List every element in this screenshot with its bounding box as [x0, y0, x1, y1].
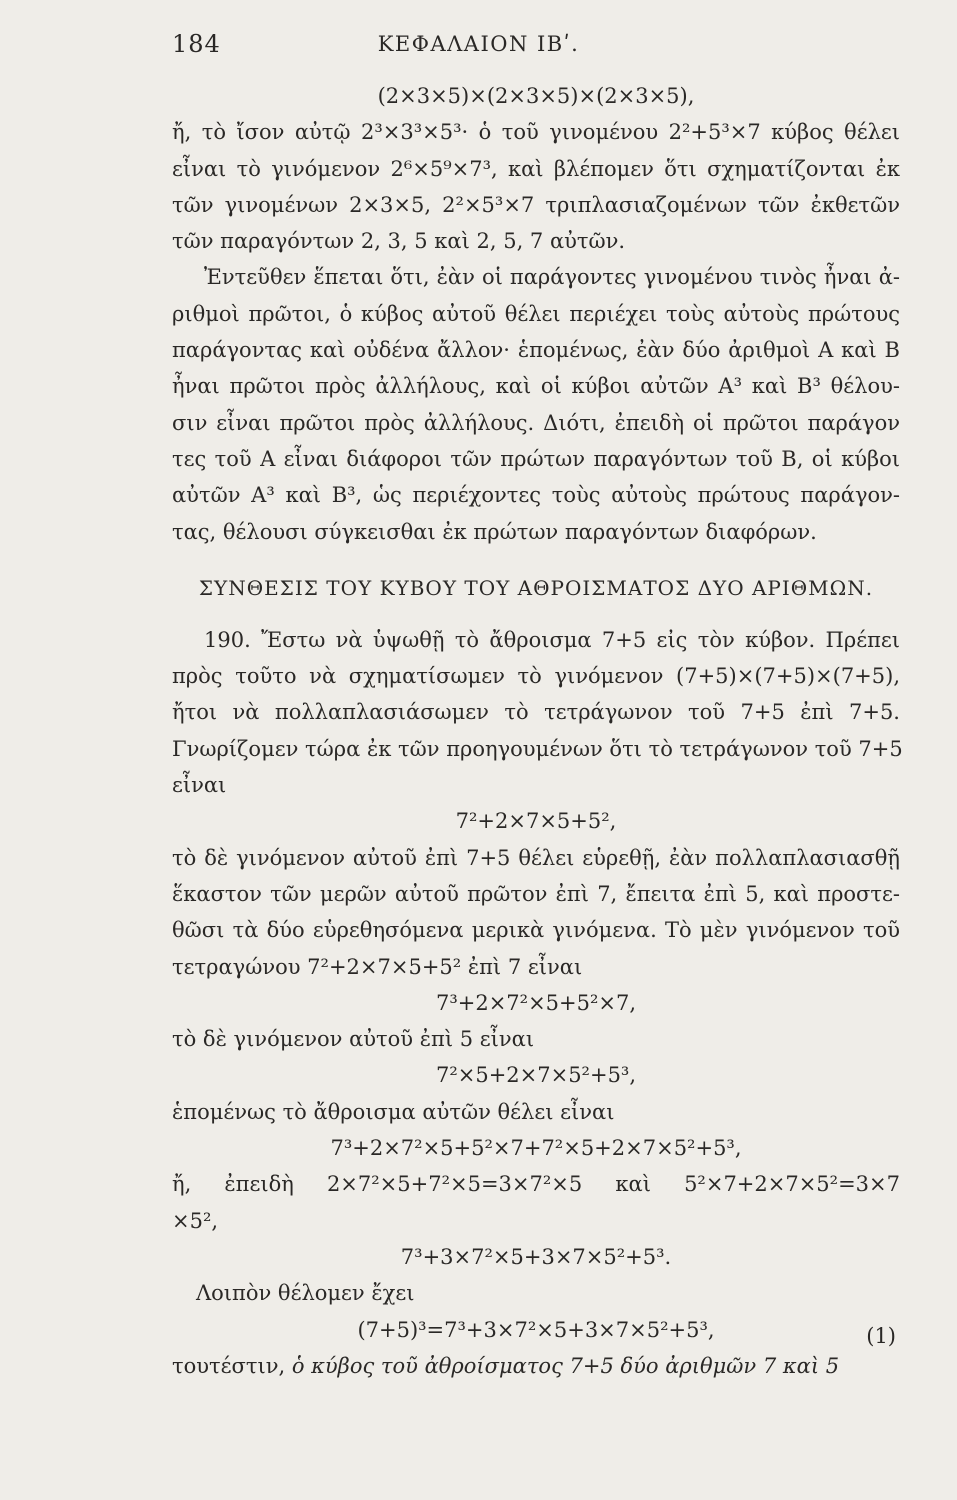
- body-text: [172, 78, 903, 1384]
- text-line: ἕκαστον τῶν μερῶν αὐτοῦ πρῶτον ἐπὶ 7, ἔπειτα ἐπὶ 5, καὶ προστε-: [172, 881, 900, 906]
- text-line: αὐτῶν Α³ καὶ Β³, ὡς περιέχοντες τοὺς αὐτοὺς πρώτους παράγον-: [172, 483, 900, 508]
- text-line: ριθμοὶ πρῶτοι, ὁ κύβος αὐτοῦ θέλει περιέχει τοὺς αὐτοὺς πρώτους: [172, 301, 900, 326]
- text-line: [172, 1348, 900, 1384]
- section-title: ΣΥΝΘΕΣΙΣ ΤΟΥ ΚΥΒΟΥ ΤΟΥ ΑΘΡΟΙΣΜΑΤΟΣ ΔΥΟ ΑΡΙΘΜΩΝ.: [198, 575, 874, 600]
- text-line: σιν εἶναι πρῶτοι πρὸς ἀλλήλους. Διότι, ἐπειδὴ οἱ πρῶτοι παράγον: [172, 410, 900, 435]
- spacer: [172, 550, 900, 568]
- equation: 7²×5+2×7×5²+5³,: [435, 1063, 637, 1088]
- page-header: [0, 30, 957, 66]
- text-line: ×5²,: [172, 1208, 219, 1233]
- text-line: τὸ δὲ γινόμενον αὐτοῦ ἐπὶ 7+5 θέλει εὑρεθῇ, ἐὰν πολλαπλασιασθῇ: [172, 845, 900, 870]
- spacer: [172, 608, 900, 622]
- equation: 7³+2×7²×5+5²×7,: [435, 990, 637, 1015]
- text-line: πρὸς τοῦτο νὰ σχηματίσωμεν τὸ γινόμενον (7+5)×(7+5)×(7+5),: [172, 664, 900, 689]
- equation: 7³+2×7²×5+5²×7+7²×5+2×7×5²+5³,: [330, 1136, 742, 1161]
- text-line: τας, θέλουσι σύγκεισθαι ἐκ πρώτων παραγόντων διαφόρων.: [172, 519, 817, 544]
- italic-text: ὁ κύβος τοῦ ἀθροίσματος 7+5 δύο ἀριθμῶν 7 καὶ 5: [291, 1353, 840, 1378]
- paragraph-start: 190. Ἔστω νὰ ὑψωθῇ τὸ ἄθροισμα 7+5 εἰς τὸν κύβον. Πρέπει: [204, 627, 900, 652]
- text-line: ἤ, ἐπειδὴ 2×7²×5+7²×5=3×7²×5 καὶ 5²×7+2×7×5²=3×7: [172, 1172, 900, 1197]
- running-head: ΚΕΦΑΛΑΙΟΝ ΙΒʹ.: [377, 32, 580, 56]
- text-line: παράγοντας καὶ οὐδένα ἄλλον· ἑπομένως, ἐὰν δύο ἀριθμοὶ Α καὶ Β: [172, 338, 900, 363]
- text-line: τετραγώνου 7²+2×7×5+5² ἐπὶ 7 εἶναι: [172, 954, 583, 979]
- text-line: εἶναι τὸ γινόμενον 2⁶×5⁹×7³, καὶ βλέπομεν ὅτι σχηματίζονται ἐκ: [172, 156, 900, 181]
- text-line: ἦναι πρῶτοι πρὸς ἀλλήλους, καὶ οἱ κύβοι αὐτῶν Α³ καὶ Β³ θέλου-: [172, 374, 900, 399]
- text-line: θῶσι τὰ δύο εὑρεθησόμενα μερικὰ γινόμενα. Τὸ μὲν γινόμενον τοῦ: [172, 918, 900, 943]
- text-line: ἤ, τὸ ἴσον αὐτῷ 2³×3³×5³· ὁ τοῦ γινομένου 2²+5³×7 κύβος θέλει: [172, 120, 900, 145]
- text-line: εἶναι: [172, 773, 227, 798]
- paragraph-start: Ἐντεῦθεν ἕπεται ὅτι, ἐὰν οἱ παράγοντες γινομένου τινὸς ἦναι ἀ-: [204, 265, 900, 290]
- equation: 7³+3×7²×5+3×7×5²+5³.: [400, 1244, 672, 1269]
- text-segment: τουτέστιν,: [172, 1353, 292, 1378]
- numbered-equation: [172, 1312, 900, 1348]
- text-line: τες τοῦ Α εἶναι διάφοροι τῶν πρώτων παραγόντων τοῦ Β, οἱ κύβοι: [172, 446, 900, 471]
- page-number: 184: [172, 30, 221, 58]
- equation: 7²+2×7×5+5²,: [455, 809, 617, 834]
- text-line: τῶν γινομένων 2×3×5, 2²×5³×7 τριπλασιαζομένων τῶν ἐκθετῶν: [172, 192, 900, 217]
- text-line: Γνωρίζομεν τώρα ἐκ τῶν προηγουμένων ὅτι τὸ τετράγωνον τοῦ 7+5: [172, 736, 903, 761]
- text-line: τῶν παραγόντων 2, 3, 5 καὶ 2, 5, 7 αὐτῶν.: [172, 229, 626, 254]
- text-line: ἤτοι νὰ πολλαπλασιάσωμεν τὸ τετράγωνον τοῦ 7+5 ἐπὶ 7+5.: [172, 700, 900, 725]
- text-line: Λοιπὸν θέλομεν ἔχει: [196, 1281, 415, 1306]
- equation-number: (1): [866, 1323, 896, 1348]
- equation: (7+5)³=7³+3×7²×5+3×7×5²+5³,: [357, 1317, 715, 1342]
- text-line: τὸ δὲ γινόμενον αὐτοῦ ἐπὶ 5 εἶναι: [172, 1027, 535, 1052]
- formula-line: (2×3×5)×(2×3×5)×(2×3×5),: [377, 84, 695, 108]
- text-line: ἑπομένως τὸ ἄθροισμα αὐτῶν θέλει εἶναι: [172, 1099, 615, 1124]
